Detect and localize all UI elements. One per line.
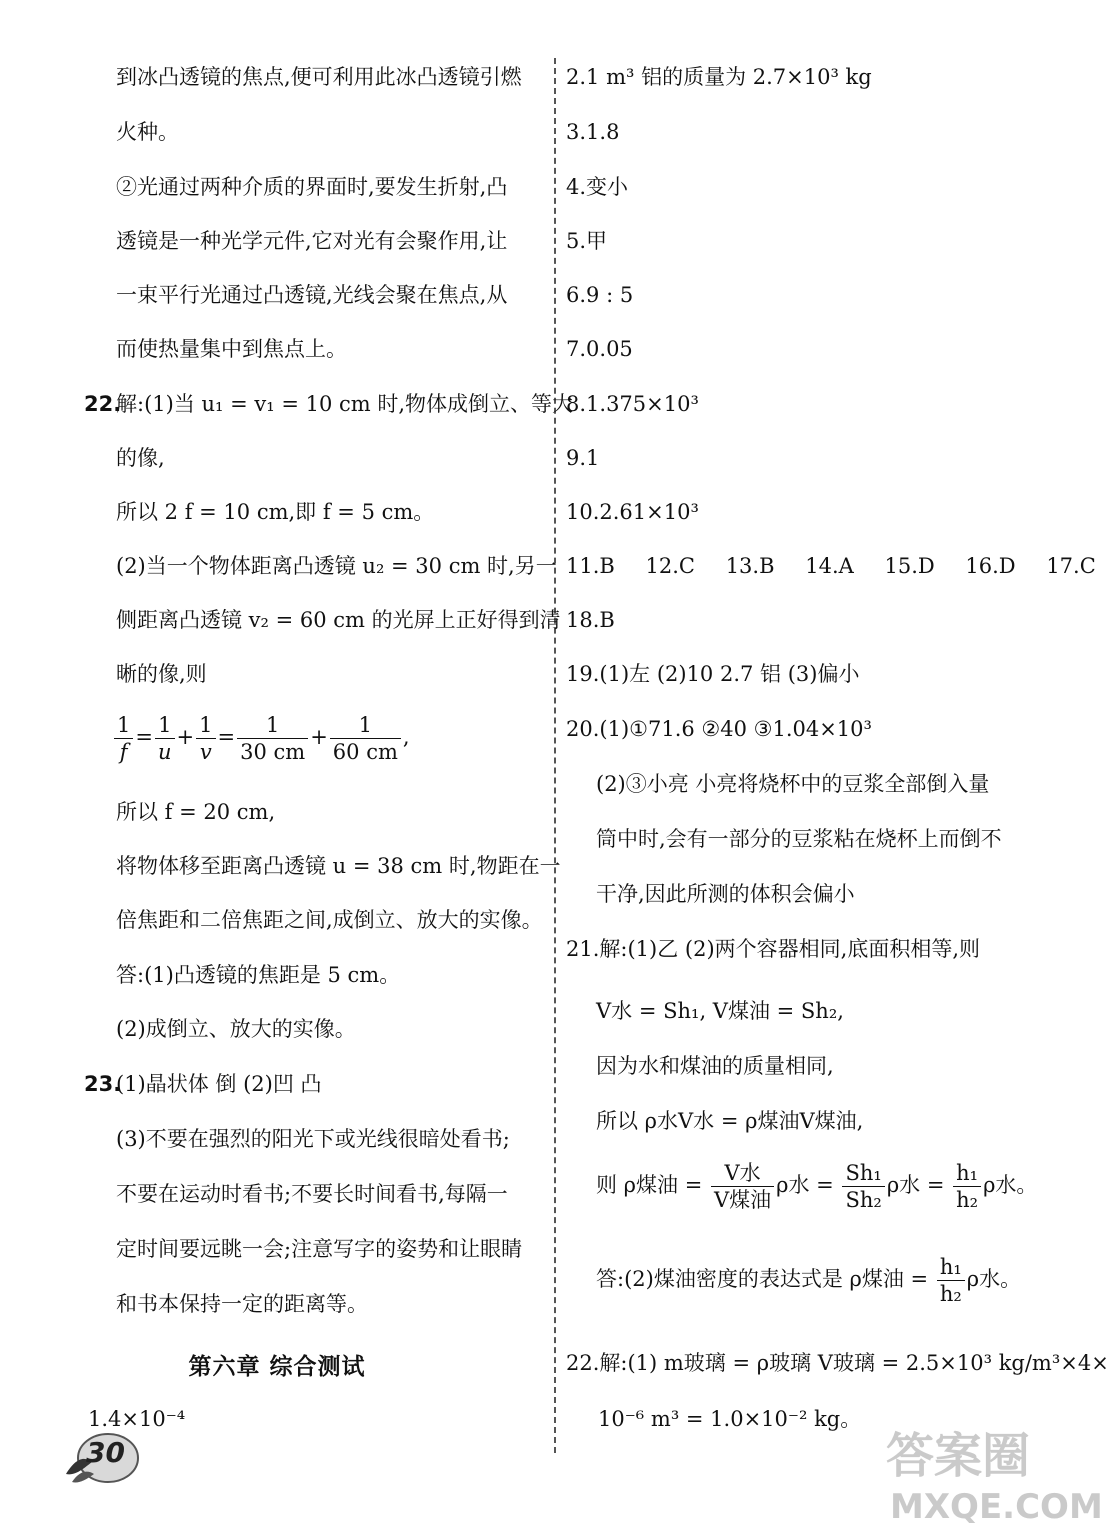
q23-line-5: 和书本保持一定的距离等。 [116, 1292, 368, 1316]
answer-20-line-4: 干净,因此所测的体积会偏小 [596, 882, 855, 906]
answer-20-line-2: (2)③小亮 小亮将烧杯中的豆浆全部倒入量 [596, 772, 990, 796]
left-line-5: 一束平行光通过凸透镜,光线会聚在焦点,从 [116, 283, 508, 307]
answer-22-line-2: 10⁻⁶ m³ = 1.0×10⁻² kg。 [598, 1407, 862, 1431]
q23-line-4: 定时间要远眺一会;注意写字的姿势和让眼睛 [116, 1237, 523, 1261]
fraction-1-over-v: $\frac{1}{v}$ [196, 712, 215, 765]
answer-2: 2.1 m³ 铝的质量为 2.7×10³ kg [566, 65, 872, 89]
answer-18: 18.B [566, 608, 615, 632]
answer-14: 14.A [805, 554, 854, 578]
left-line-4: 透镜是一种光学元件,它对光有会聚作用,让 [116, 229, 508, 253]
page-number: 30 [86, 1436, 125, 1469]
answer-10: 10.2.61×10³ [566, 500, 699, 524]
fraction-volume-ratio: $\frac{\text{V水}}{\text{V煤油}}$ [711, 1160, 774, 1213]
q22-line-7: 所以 f = 20 cm, [116, 800, 276, 824]
answer-20-line-1: 20.(1)①71.6 ②40 ③1.04×10³ [566, 717, 872, 741]
answer-8: 8.1.375×10³ [566, 392, 699, 416]
answer-11: 11.B [566, 554, 615, 578]
answer-1: 1.4×10⁻⁴ [88, 1407, 186, 1431]
watermark-logo [880, 1420, 1103, 1530]
q22-line-2: 的像, [116, 446, 165, 470]
chapter-heading: 第六章 综合测试 [188, 1354, 366, 1380]
fraction-sh-ratio: $\frac{\text{Sh₁}}{\text{Sh₂}}$ [842, 1160, 884, 1213]
answer-13: 13.B [725, 554, 775, 578]
answer-3: 3.1.8 [566, 120, 620, 144]
answer-17: 17.C [1046, 554, 1096, 578]
lens-equation: $\frac{1}{f}$ = $\frac{1}{u}$ + $\frac{1}{v}$ = $\frac{1}{30 cm}$ + $\frac{1}{60 cm}$ , [112, 712, 410, 765]
question-22-number: 22. [84, 392, 122, 416]
left-line-3: ②光通过两种介质的界面时,要发生折射,凸 [116, 175, 508, 199]
left-line-1: 到冰凸透镜的焦点,便可利用此冰凸透镜引燃 [116, 65, 522, 89]
left-line-2: 火种。 [116, 120, 179, 144]
q22-line-11: (2)成倒立、放大的实像。 [116, 1017, 356, 1041]
multiple-choice-answers [566, 551, 1120, 581]
answer-22-line-1: 22.解:(1) m玻璃 = ρ玻璃 V玻璃 = 2.5×10³ kg/m³×4× [566, 1351, 1109, 1375]
answer-12: 12.C [645, 554, 695, 578]
fraction-1-over-f: $\frac{1}{f}$ [114, 712, 133, 765]
q23-line-3: 不要在运动时看书;不要长时间看书,每隔一 [116, 1182, 508, 1206]
column-divider [554, 58, 556, 1453]
question-23-number: 23. [84, 1072, 122, 1096]
answer-15: 15.D [884, 554, 935, 578]
q22-line-9: 倍焦距和二倍焦距之间,成倒立、放大的实像。 [116, 908, 543, 932]
q22-line-8: 将物体移至距离凸透镜 u = 38 cm 时,物距在一 [116, 854, 561, 878]
svg-text:答案圈: 答案圈 [886, 1428, 1031, 1484]
answer-7: 7.0.05 [566, 337, 633, 361]
answer-21-conclusion: 答:(2)煤油密度的表达式是 ρ煤油 = $\frac{\text{h₁}}{\text{h₂}}$ ρ水。 [596, 1255, 1022, 1306]
answer-9: 9.1 [566, 446, 600, 470]
answer-20-line-3: 筒中时,会有一部分的豆浆粘在烧杯上而倒不 [596, 827, 1002, 851]
svg-text:MXQE.COM: MXQE.COM [890, 1487, 1103, 1527]
q23-line-2: (3)不要在强烈的阳光下或光线很暗处看书; [116, 1127, 510, 1151]
answer-21-density-derivation: 则 ρ煤油 = $\frac{\text{V水}}{\text{V煤油}}$ ρ水 = $\frac{\text{Sh₁}}{\text{Sh₂}}$ ρ水 = $\frac{\text{h₁}}{\text{h₂}}$ ρ水。 [596, 1161, 1038, 1212]
answer-21-line-3: 因为水和煤油的质量相同, [596, 1054, 834, 1078]
q22-line-4: (2)当一个物体距离凸透镜 u₂ = 30 cm 时,另一 [116, 554, 557, 578]
q22-line-5: 侧距离凸透镜 v₂ = 60 cm 的光屏上正好得到清 [116, 608, 561, 632]
fraction-1-over-u: $\frac{1}{u}$ [155, 712, 175, 765]
q22-line-10: 答:(1)凸透镜的焦距是 5 cm。 [116, 963, 401, 987]
answer-5: 5.甲 [566, 229, 608, 253]
fraction-height-ratio-answer: $\frac{\text{h₁}}{\text{h₂}}$ [937, 1254, 965, 1307]
q22-line-3: 所以 2 f = 10 cm,即 f = 5 cm。 [116, 500, 435, 524]
fraction-height-ratio: $\frac{\text{h₁}}{\text{h₂}}$ [953, 1160, 981, 1213]
answer-19: 19.(1)左 (2)10 2.7 铝 (3)偏小 [566, 662, 860, 686]
q22-line-1: 解:(1)当 u₁ = v₁ = 10 cm 时,物体成倒立、等大 [116, 392, 574, 416]
answer-21-line-4: 所以 ρ水V水 = ρ煤油V煤油, [596, 1109, 864, 1133]
fraction-1-over-30: $\frac{1}{30 cm}$ [237, 712, 308, 765]
q23-line-1: (1)晶状体 倒 (2)凹 凸 [116, 1072, 322, 1096]
answer-16: 16.D [965, 554, 1016, 578]
answer-6: 6.9 : 5 [566, 283, 634, 307]
answer-21-line-2: V水 = Sh₁, V煤油 = Sh₂, [596, 999, 844, 1023]
left-line-6: 而使热量集中到焦点上。 [116, 337, 347, 361]
fraction-1-over-60: $\frac{1}{60 cm}$ [330, 712, 401, 765]
q22-line-6: 晰的像,则 [116, 662, 207, 686]
answer-21-line-1: 21.解:(1)乙 (2)两个容器相同,底面积相等,则 [566, 937, 980, 961]
answer-4: 4.变小 [566, 175, 629, 199]
